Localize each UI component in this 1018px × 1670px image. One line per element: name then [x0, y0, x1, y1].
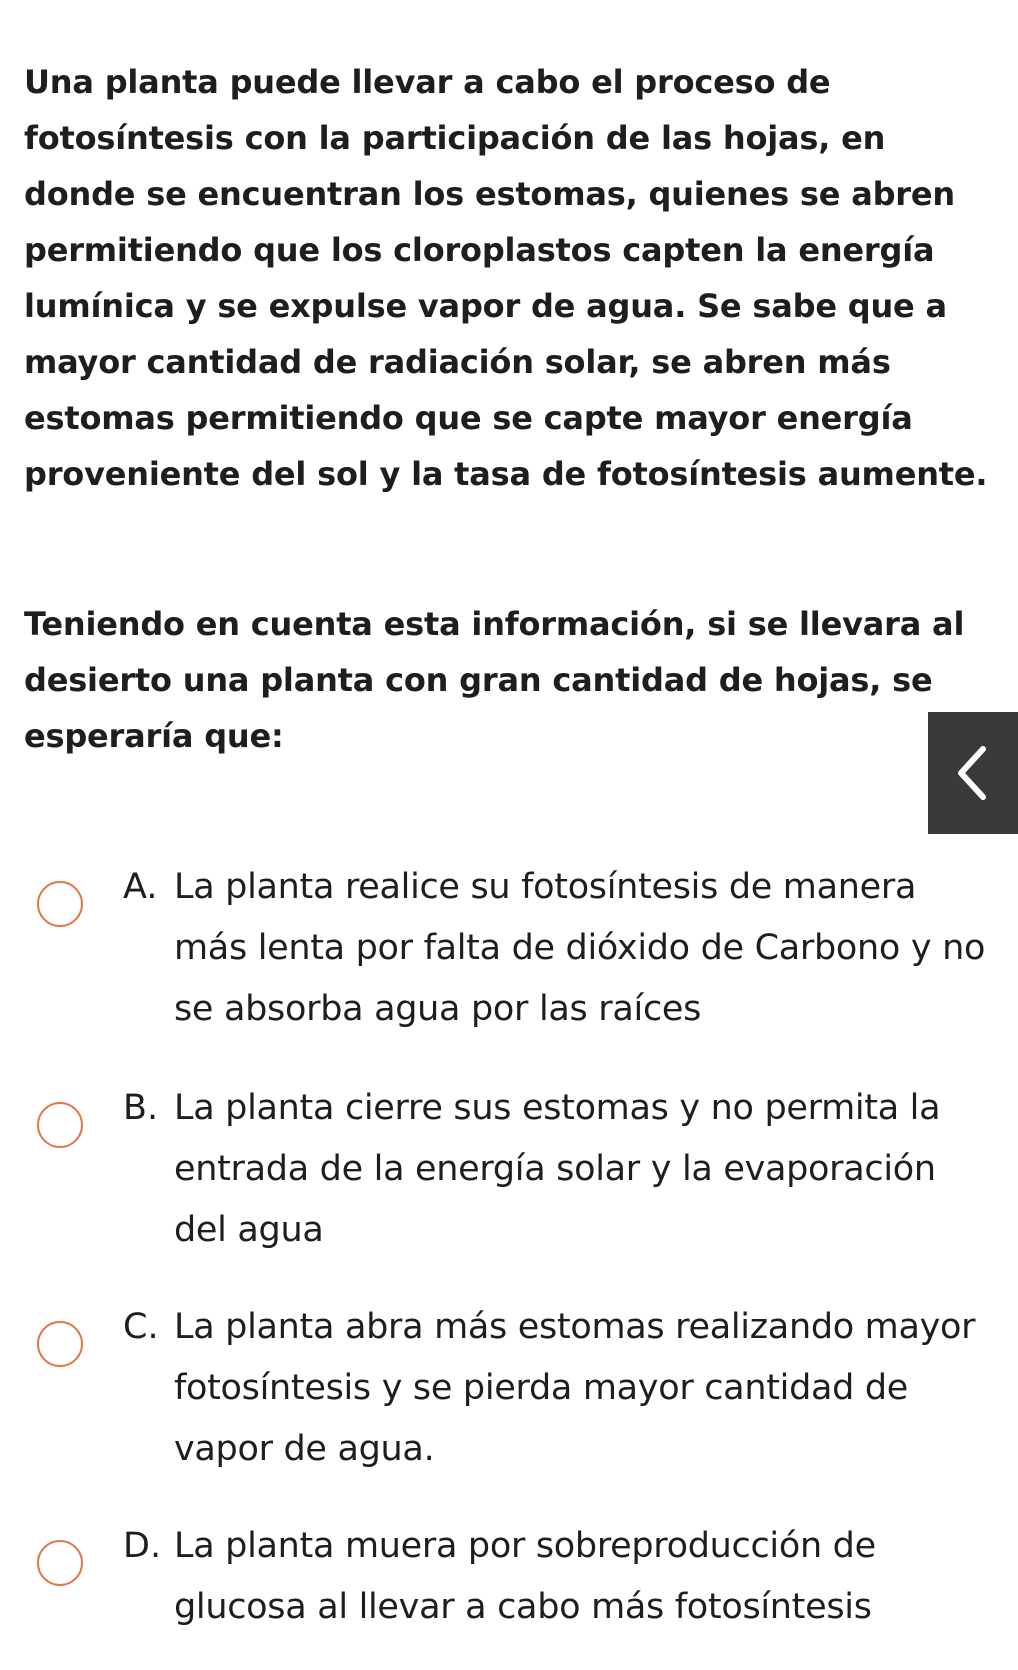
- option-letter-c: C.: [123, 1307, 159, 1347]
- answer-option-c[interactable]: [0, 1297, 1018, 1487]
- option-letter-d: D.: [123, 1526, 162, 1566]
- answer-option-a[interactable]: [0, 857, 1018, 1047]
- option-text-d: La planta muera por sobreproducción de glucosa al llevar a cabo más fotosíntesis: [174, 1526, 876, 1627]
- radio-button-a[interactable]: [37, 881, 83, 927]
- answer-option-b[interactable]: [0, 1078, 1018, 1268]
- option-text-a: La planta realice su fotosíntesis de manera más lenta por falta de dióxido de Carbono y no se absorba agua por las raíces: [174, 867, 986, 1029]
- radio-button-d[interactable]: [37, 1540, 83, 1586]
- option-letter-b: B.: [123, 1088, 159, 1128]
- question-prompt: Teniendo en cuenta esta información, si se llevara al desierto una planta con gran cantidad de hojas, se esperaría que:: [24, 605, 965, 755]
- back-tab-button[interactable]: [928, 712, 1018, 834]
- question-context: Una planta puede llevar a cabo el proceso de fotosíntesis con la participación de las hojas, en donde se encuentran los estomas, quienes se abren permitiendo que los cloroplastos capten la energía lumínica y se expulse vapor de agua. Se sabe que a mayor cantidad de radiación solar, se abren más estomas permitiendo que se capte mayor energía proveniente del sol y la tasa de fotosíntesis aumente.: [24, 63, 988, 493]
- answer-option-d[interactable]: [0, 1516, 1018, 1656]
- option-letter-a: A.: [123, 867, 158, 907]
- radio-button-c[interactable]: [37, 1321, 83, 1367]
- radio-button-b[interactable]: [37, 1102, 83, 1148]
- option-text-b: La planta cierre sus estomas y no permita la entrada de la energía solar y la evaporación del agua: [174, 1088, 941, 1250]
- option-text-c: La planta abra más estomas realizando mayor fotosíntesis y se pierda mayor cantidad de vapor de agua.: [174, 1307, 976, 1469]
- chevron-left-icon: [953, 743, 993, 803]
